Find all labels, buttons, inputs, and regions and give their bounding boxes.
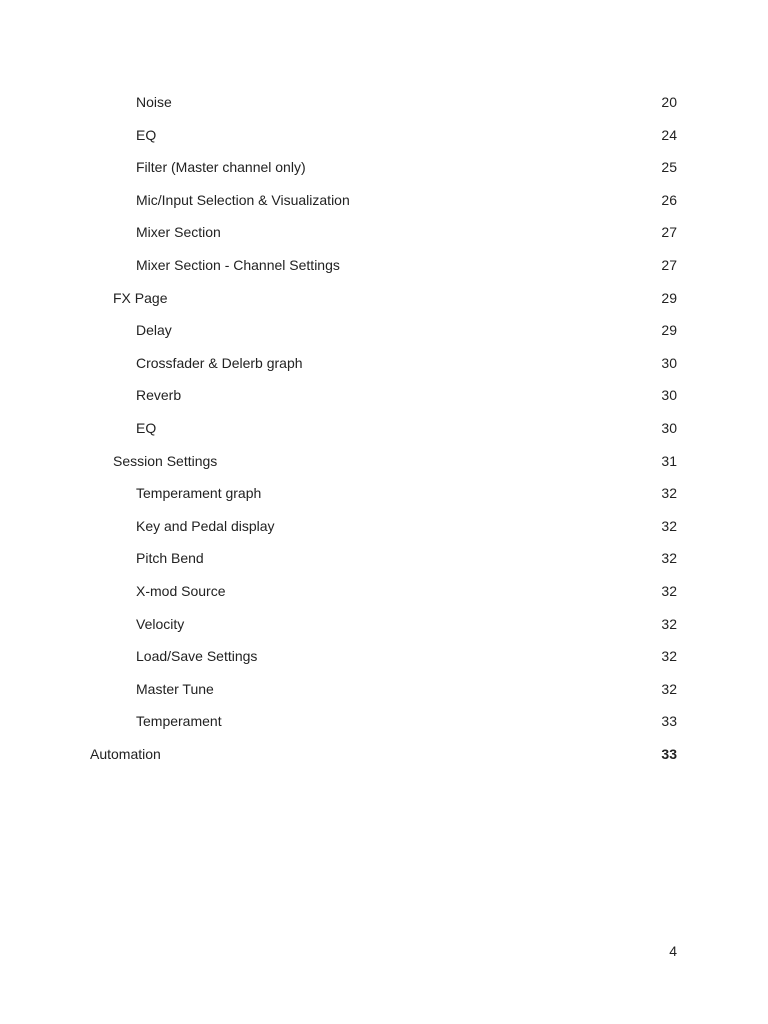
toc-entry-label: Filter (Master channel only) <box>136 159 306 176</box>
toc-entry-label: EQ <box>136 126 157 143</box>
toc-entry[interactable] <box>0 345 768 378</box>
toc-entry-page: 20 <box>661 94 677 110</box>
toc-entry-label: Noise <box>136 94 172 110</box>
toc-entry[interactable] <box>0 280 768 313</box>
toc-entry-page: 26 <box>661 191 677 208</box>
toc-entry-page: 27 <box>661 224 677 241</box>
table-of-contents <box>0 84 768 768</box>
toc-entry[interactable] <box>0 540 768 573</box>
toc-entry[interactable] <box>0 117 768 150</box>
toc-entry[interactable] <box>0 410 768 443</box>
toc-entry-label: X-mod Source <box>136 582 226 599</box>
toc-entry[interactable] <box>0 508 768 541</box>
toc-entry[interactable] <box>0 703 768 736</box>
toc-entry-page: 32 <box>661 648 677 665</box>
toc-entry-page: 32 <box>661 582 677 599</box>
toc-entry-label: Mixer Section - Channel Settings <box>136 256 340 273</box>
toc-entry-page: 33 <box>661 713 677 730</box>
toc-entry[interactable] <box>0 638 768 671</box>
toc-entry-page: 32 <box>661 615 677 632</box>
toc-entry-label: FX Page <box>113 289 168 306</box>
toc-entry-page: 25 <box>661 159 677 176</box>
toc-entry-label: Velocity <box>136 615 185 632</box>
toc-entry-page: 30 <box>661 419 677 436</box>
toc-entry[interactable] <box>0 573 768 606</box>
toc-entry[interactable] <box>0 475 768 508</box>
toc-entry-label: Delay <box>136 322 172 339</box>
toc-entry-page: 29 <box>661 289 677 306</box>
toc-entry-label: EQ <box>136 419 157 436</box>
toc-entry-page: 27 <box>661 256 677 273</box>
toc-entry-page: 32 <box>661 485 677 502</box>
toc-entry-page: 32 <box>661 517 677 534</box>
toc-entry-label: Crossfader & Delerb graph <box>136 354 303 371</box>
toc-entry-label: Automation <box>90 745 161 762</box>
toc-entry-label: Mixer Section <box>136 224 221 241</box>
toc-entry[interactable] <box>0 736 768 769</box>
toc-entry-label: Mic/Input Selection & Visualization <box>136 191 350 208</box>
toc-entry-label: Reverb <box>136 387 182 404</box>
toc-entry-label: Load/Save Settings <box>136 648 258 665</box>
toc-entry[interactable] <box>0 149 768 182</box>
toc-entry-label: Temperament graph <box>136 485 262 502</box>
toc-entry-page: 31 <box>661 452 677 469</box>
toc-entry-page: 32 <box>661 550 677 567</box>
toc-entry-page: 33 <box>661 745 677 762</box>
toc-entry[interactable] <box>0 606 768 639</box>
toc-entry-page: 24 <box>661 126 677 143</box>
toc-entry-page: 32 <box>661 680 677 697</box>
toc-entry[interactable] <box>0 671 768 704</box>
toc-entry-label: Master Tune <box>136 680 214 697</box>
toc-entry[interactable] <box>0 247 768 280</box>
toc-entry[interactable] <box>0 312 768 345</box>
toc-entry-label: Session Settings <box>113 452 218 469</box>
toc-entry-label: Temperament <box>136 713 222 730</box>
toc-entry[interactable] <box>0 377 768 410</box>
toc-entry-label: Key and Pedal display <box>136 517 275 534</box>
toc-entry-label: Pitch Bend <box>136 550 204 567</box>
page-number: 4 <box>669 943 677 959</box>
toc-entry-page: 29 <box>661 322 677 339</box>
toc-entry-page: 30 <box>661 387 677 404</box>
toc-entry[interactable] <box>0 182 768 215</box>
toc-entry[interactable] <box>0 84 768 117</box>
toc-entry[interactable] <box>0 214 768 247</box>
toc-entry-page: 30 <box>661 354 677 371</box>
toc-entry[interactable] <box>0 443 768 476</box>
